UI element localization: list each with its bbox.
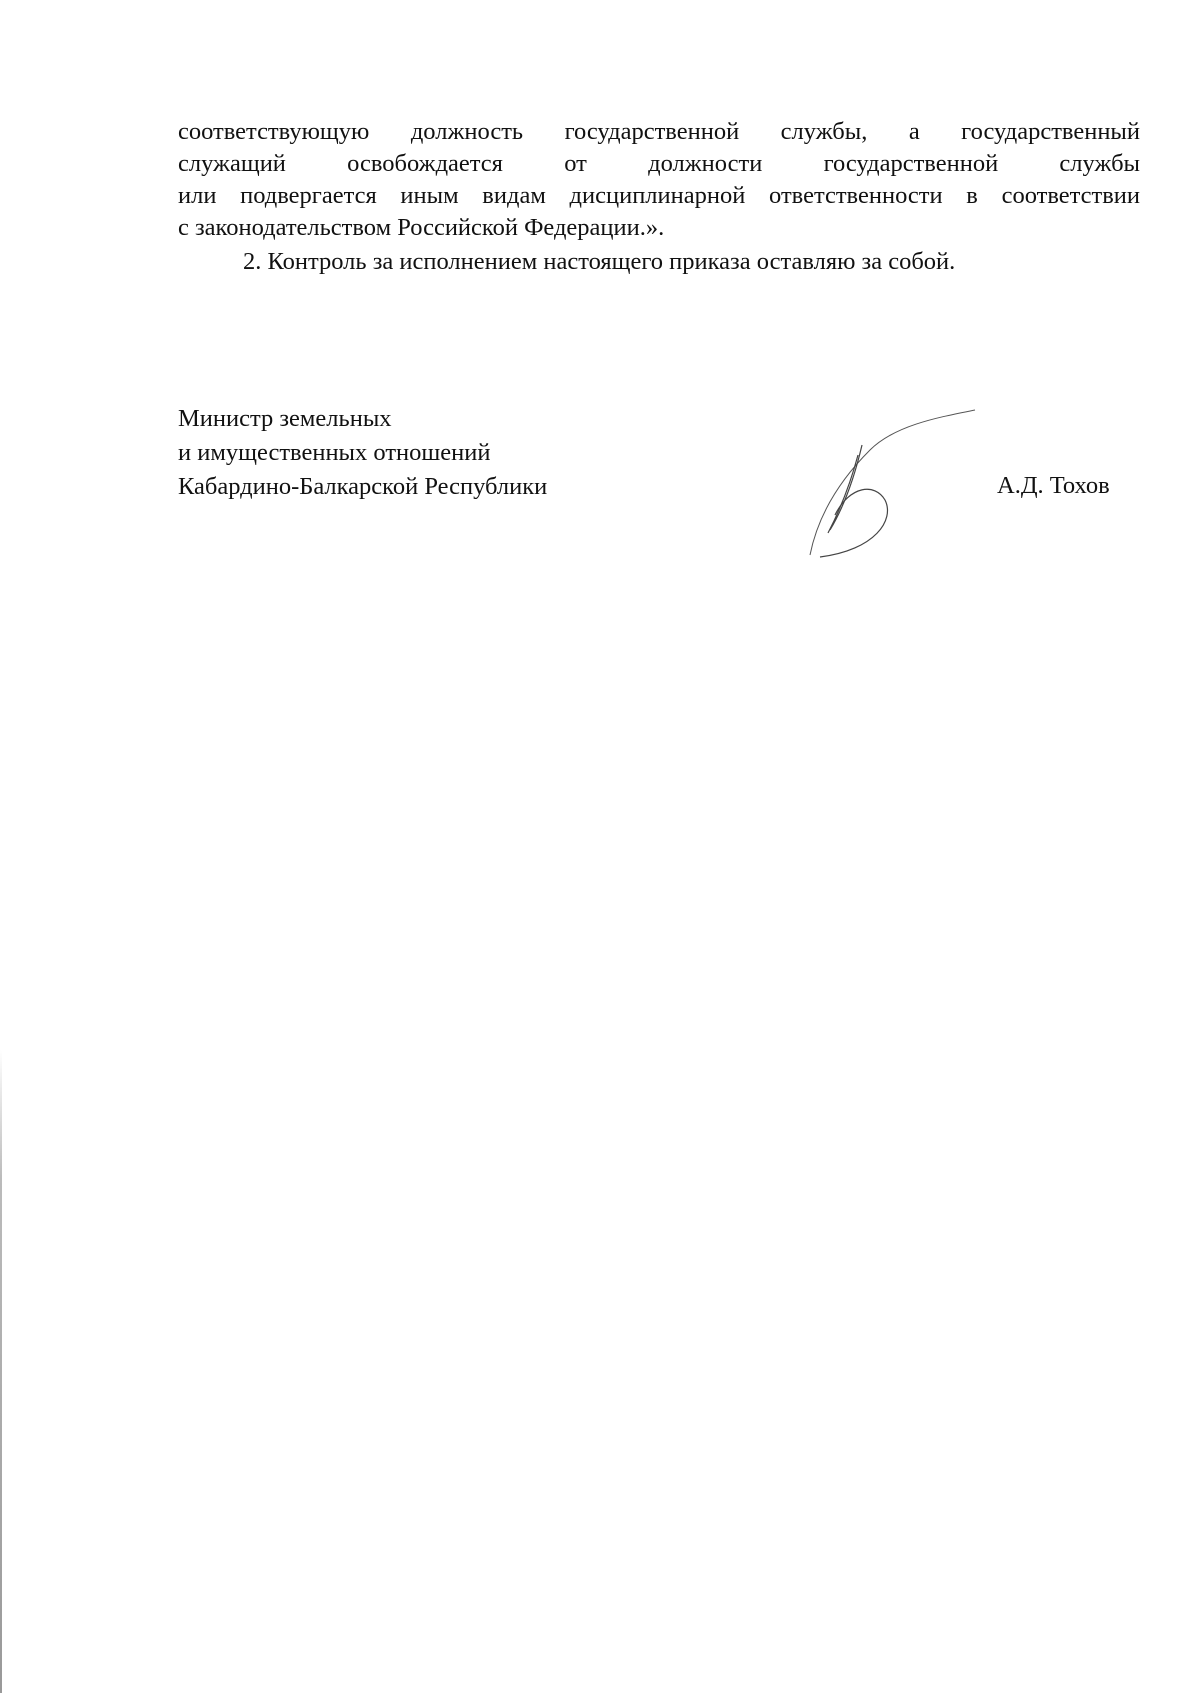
item-2: 2. Контроль за исполнением настоящего приказа оставляю за собой. (243, 248, 956, 275)
title-line: Кабардино-Балкарской Республики (178, 473, 548, 500)
signatory-title (178, 402, 547, 504)
title-line: Министр земельных (178, 405, 392, 432)
title-line: и имущественных отношений (178, 439, 491, 466)
body-line: или подвергается иным видам дисциплинарной ответственности в соответствии (178, 182, 1140, 209)
handwritten-signature (800, 405, 985, 565)
body-line: служащий освобождается от должности государственной службы (178, 150, 1140, 177)
body-paragraph (178, 116, 1140, 244)
scan-edge (0, 1050, 2, 1693)
signatory-name: А.Д. Тохов (997, 472, 1110, 499)
body-line: с законодательством Российской Федерации.». (178, 214, 665, 241)
body-line: соответствующую должность государственной службы, а государственный (178, 118, 1140, 145)
